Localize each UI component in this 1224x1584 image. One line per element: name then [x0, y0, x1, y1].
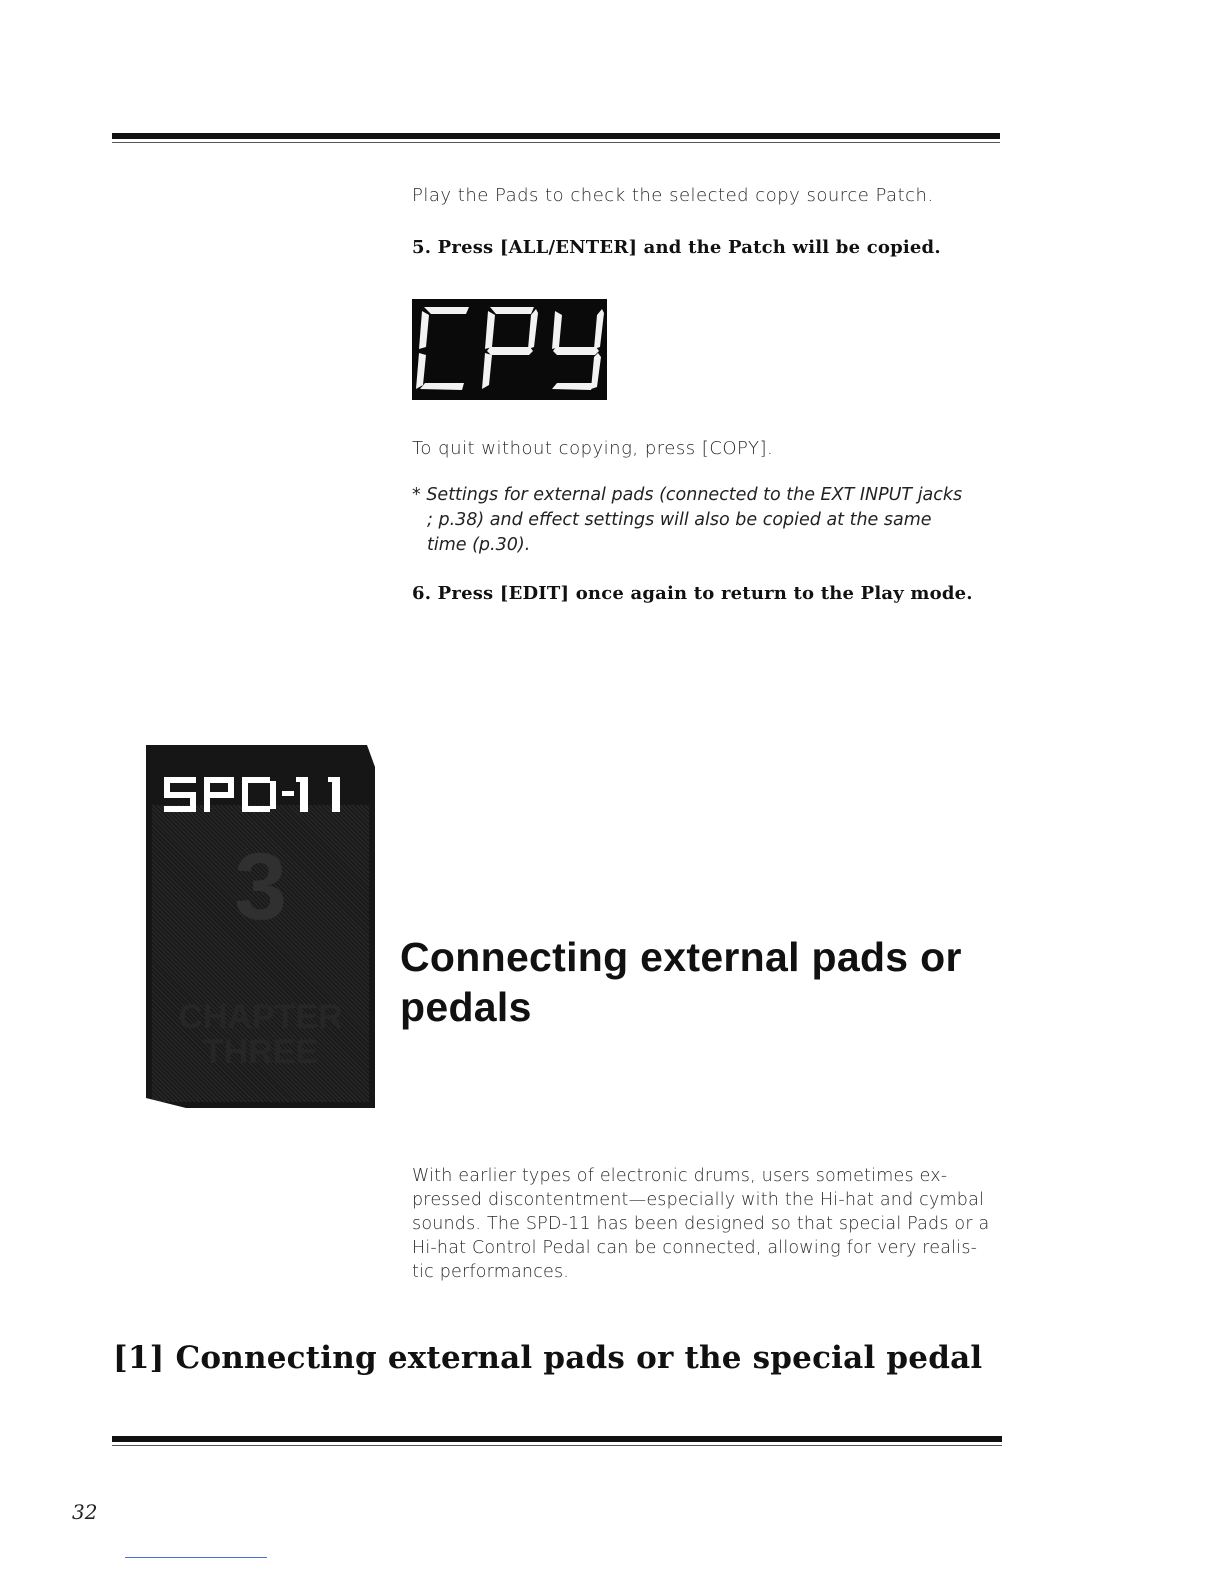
- step-6-instruction: 6. Press [EDIT] once again to return to the Play mode.: [412, 583, 973, 604]
- chapter-title: [400, 932, 962, 1032]
- lcd-cpy-digits: [412, 299, 607, 400]
- settings-note-line: * Settings for external pads (connected to the EXT INPUT jacks: [412, 485, 963, 505]
- top-rule: [112, 133, 1000, 143]
- lcd-display: [412, 299, 607, 400]
- intro-line: With earlier types of electronic drums, users sometimes ex-: [412, 1166, 948, 1186]
- step-5-instruction: 5. Press [ALL/ENTER] and the Patch will be copied.: [412, 237, 941, 258]
- page-number: 32: [72, 1500, 98, 1524]
- section-heading: [1] Connecting external pads or the special pedal: [113, 1340, 983, 1376]
- badge-corner: [367, 745, 375, 767]
- badge-corner: [146, 1098, 186, 1108]
- intro-line: pressed discontentment—especially with the Hi-hat and cymbal: [412, 1190, 985, 1210]
- settings-note: [412, 483, 1002, 558]
- spd-11-logo: [160, 773, 370, 823]
- intro-line: tic performances.: [412, 1262, 570, 1282]
- chapter-title-line: pedals: [400, 984, 532, 1030]
- chapter-number: 3: [234, 834, 287, 940]
- quit-without-copying-text: To quit without copying, press [COPY].: [412, 438, 774, 459]
- footer-line: [125, 1557, 267, 1558]
- chapter-label: CHAPTER: [178, 998, 343, 1036]
- chapter-title-line: Connecting external pads or: [400, 934, 962, 980]
- chapter-label: THREE: [202, 1033, 319, 1071]
- intro-line: Hi-hat Control Pedal can be connected, allowing for very realis-: [412, 1238, 978, 1258]
- chapter-badge: [146, 745, 375, 1108]
- check-source-text: Play the Pads to check the selected copy source Patch.: [412, 185, 934, 206]
- settings-note-line: time (p.30).: [427, 535, 531, 555]
- bottom-rule: [112, 1436, 1002, 1446]
- settings-note-line: ; p.38) and effect settings will also be copied at the same: [427, 510, 932, 530]
- intro-line: sounds. The SPD-11 has been designed so that special Pads or a: [412, 1214, 990, 1234]
- intro-paragraph: [412, 1164, 1012, 1284]
